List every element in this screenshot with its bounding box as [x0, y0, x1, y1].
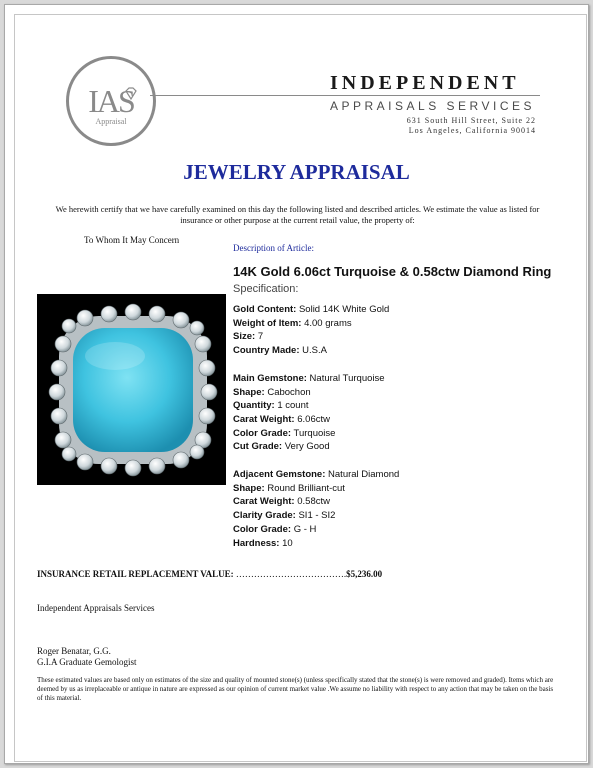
spec-row: Hardness: 10: [233, 537, 293, 549]
spec-row: Shape: Cabochon: [233, 386, 311, 398]
spec-row: Country Made: U.S.A: [233, 345, 327, 357]
company-address: [407, 116, 536, 136]
diamond-icon: [124, 87, 138, 101]
certification-text: We herewith certify that we have carefully examined on this day the following listed and described articles. We estimate the value as listed for insurance or other purpose at the current retail value, the property of:: [55, 204, 540, 225]
spec-row: Cut Grade: Very Good: [233, 441, 330, 453]
spec-row: Carat Weight: 6.06ctw: [233, 413, 330, 425]
insurance-value-line: [37, 569, 382, 579]
recipient: To Whom It May Concern: [84, 235, 180, 245]
spec-row: Shape: Round Brilliant-cut: [233, 482, 345, 494]
spec-row: Quantity: 1 count: [233, 400, 309, 412]
insurance-dots: ……………………………….: [235, 569, 347, 579]
signer-name: Roger Benatar, G.G.: [37, 646, 111, 656]
description-label: Description of Article:: [233, 243, 314, 253]
spec-row: Carat Weight: 0.58ctw: [233, 496, 330, 508]
specification-label: Specification:: [233, 283, 299, 295]
specification-details: [233, 303, 399, 550]
address-line-1: 631 South Hill Street, Suite 22: [406, 116, 536, 125]
company-tagline: APPRAISALS SERVICES: [330, 99, 536, 113]
insurance-label: INSURANCE RETAIL REPLACEMENT VALUE:: [37, 569, 234, 579]
ring-photo: [37, 294, 226, 485]
spec-row: Size: 7: [233, 331, 264, 343]
item-heading: 14K Gold 6.06ct Turquoise & 0.58ctw Diamond Ring: [233, 264, 552, 279]
ias-logo: [66, 56, 156, 146]
address-line-2: Los Angeles, California 90014: [408, 126, 536, 135]
spec-row: Color Grade: Turquoise: [233, 427, 336, 439]
spec-row: Gold Content: Solid 14K White Gold: [233, 304, 390, 315]
insurance-value: $5,236.00: [346, 569, 383, 579]
issuer-name: Independent Appraisals Services: [37, 603, 155, 613]
spacer: [233, 454, 399, 468]
spec-row: Color Grade: G - H: [233, 523, 317, 535]
signature-block: [37, 646, 136, 668]
signer-title: G.I.A Graduate Gemologist: [37, 657, 137, 667]
header-rule: [150, 95, 540, 96]
logo-letters: IAS: [88, 83, 134, 119]
turquoise-ring-image: [37, 294, 226, 485]
spec-row: Clarity Grade: SI1 - SI2: [233, 510, 336, 522]
disclaimer-text: These estimated values are based only on estimates of the size and quality of mounted stone(s) (unless specifically stated that the stone(s) is were removed and graded). Items which are deemed by us as irreplaceable or antique in nature are expressed as our opinion of current market value .We assume no liability with respect to any action that may be taken on the basis of this material.: [37, 676, 554, 702]
spec-row: Adjacent Gemstone: Natural Diamond: [233, 469, 400, 481]
logo-arc-text: Appraisal: [95, 117, 127, 126]
company-name: INDEPENDENT: [330, 72, 520, 94]
spacer: [233, 358, 399, 372]
spec-row: Weight of Item: 4.00 grams: [233, 317, 352, 329]
page-title: JEWELRY APPRAISAL: [183, 160, 410, 184]
spec-row: Main Gemstone: Natural Turquoise: [233, 372, 385, 384]
